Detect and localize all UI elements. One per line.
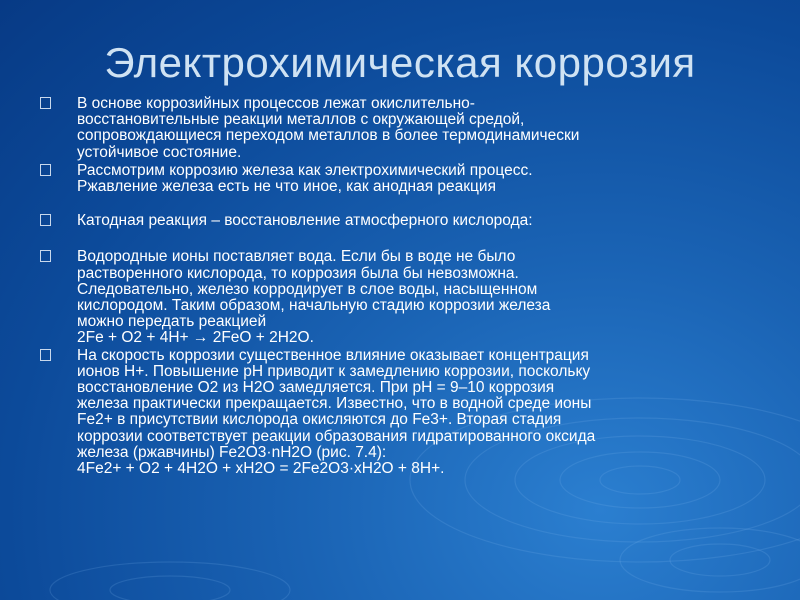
bullet-text: Катодная реакция – восстановление атмосферного кислорода: — [77, 212, 533, 230]
bullet-marker-icon — [40, 349, 51, 361]
bullet-text: На скорость коррозии существенное влияние оказывает концентрация ионов H+. Повышение pH приводит к замедлению коррозии, поскольку восстановление O2 из H2O замедляется. При pH = 9–10 коррозия железа практически прекращается. Известно, что в водной среде ионы Fe2+ в присутствии кислорода окисляются до Fe3+. Вторая стадия коррозии соответствует реакции образования гидратированного оксида железа (ржавчины) Fe2O3·nH2O (рис. 7.4): 4Fe2+ + O2 + 4H2O + xH2O = 2Fe2O3·xH2O + 8H+. — [77, 346, 596, 478]
bullet-item — [40, 249, 740, 346]
bullet-text: В основе коррозийных процессов лежат окислительно- восстановительные реакции металлов с окружающей средой, сопровождающиеся переходом металлов в более термодинамически устойчивое состояние. — [77, 95, 580, 161]
bullet-marker-icon — [40, 164, 51, 176]
bullet-item — [40, 213, 740, 229]
bullet-marker-icon — [40, 250, 51, 262]
bullet-marker-icon — [40, 97, 51, 109]
bullet-item — [40, 96, 740, 161]
bullet-text: Рассмотрим коррозию железа как электрохимический процесс. Ржавление железа есть не что иное, как анодная реакция — [77, 161, 533, 196]
bullet-item — [40, 348, 740, 478]
slide-title: Электрохимическая коррозия — [104, 39, 696, 86]
bullet-marker-icon — [40, 214, 51, 226]
bullet-item — [40, 163, 740, 195]
bullet-text: Водородные ионы поставляет вода. Если бы в воде не было растворенного кислорода, то коррозия была бы невозможна. Следовательно, железо корродирует в слое воды, насыщенном кислородом. Таким образом, начальную стадию коррозии железа можно передать реакцией 2Fe + O2 + 4H+ → 2FeO + 2H2O. — [77, 248, 551, 347]
bullet-list — [40, 96, 740, 477]
